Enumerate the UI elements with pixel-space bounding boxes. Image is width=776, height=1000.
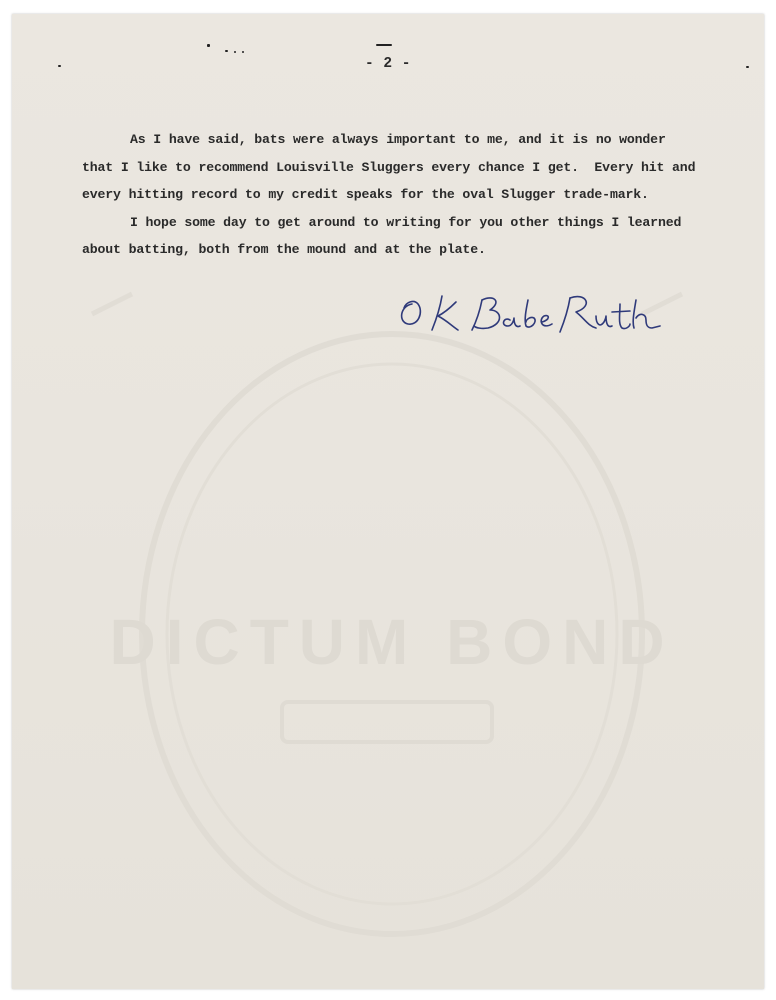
paper-speck	[242, 51, 244, 53]
letter-body	[82, 126, 722, 264]
text-line: about batting, both from the mound and at the plate.	[82, 242, 486, 257]
paper-speck	[376, 44, 392, 46]
handwritten-signature	[390, 286, 670, 346]
text-line: every hitting record to my credit speaks for the oval Slugger trade-mark.	[82, 187, 649, 202]
text-line: As I have said, bats were always important to me, and it is no wonder	[130, 132, 666, 147]
paper-speck	[234, 51, 236, 53]
paragraph-2	[82, 209, 722, 264]
watermark-text: DICTUM BOND	[109, 606, 675, 678]
paragraph-1	[82, 126, 722, 209]
signature-text	[670, 286, 671, 287]
page-number: - 2 -	[364, 56, 411, 72]
signature-ink	[390, 286, 670, 346]
text-line: that I like to recommend Louisville Sluggers every chance I get. Every hit and	[82, 159, 696, 175]
paper-speck	[207, 44, 210, 47]
watermark-banner	[282, 702, 492, 742]
paper-speck	[225, 50, 228, 52]
text-line: I hope some day to get around to writing for you other things I learned	[130, 214, 682, 230]
document-page	[12, 14, 764, 989]
